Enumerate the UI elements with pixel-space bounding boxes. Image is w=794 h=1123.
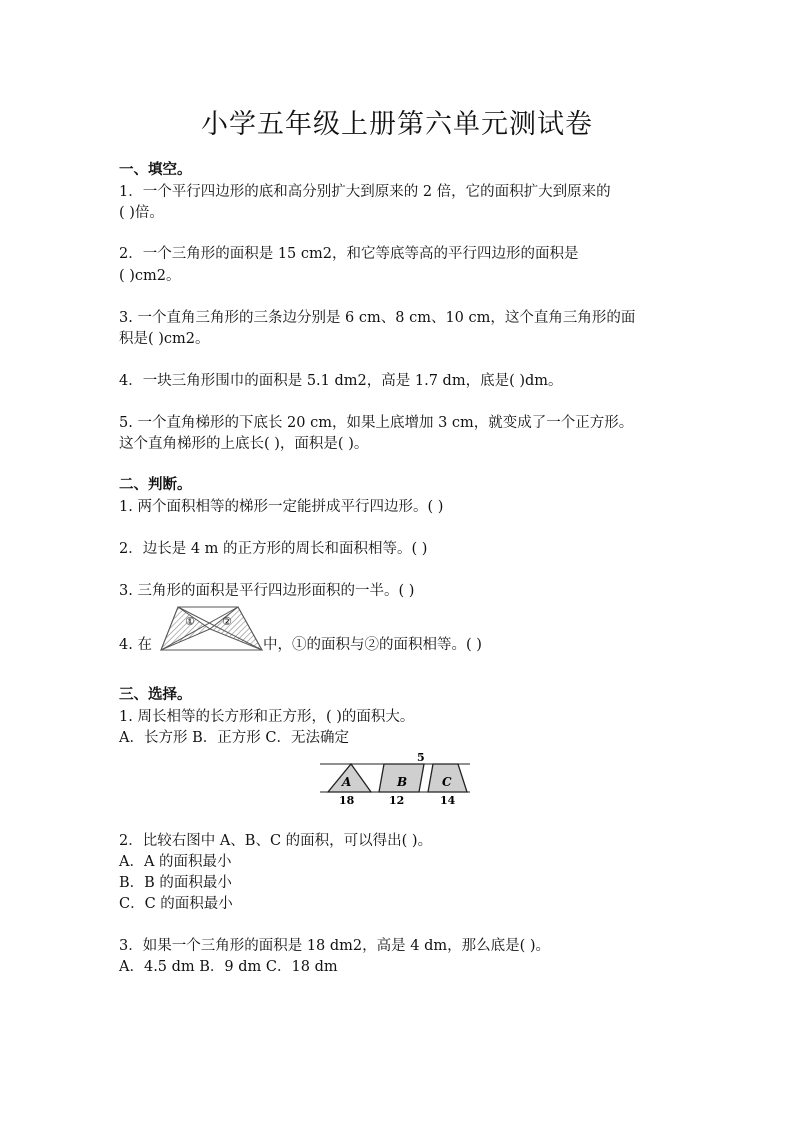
answer-option-a: A．A 的面积最小 bbox=[119, 854, 232, 870]
question-text: 1. 周长相等的长方形和正方形，( )的面积大。 bbox=[119, 709, 415, 725]
answer-options: A．4.5 dm B．9 dm C．18 dm bbox=[119, 959, 338, 975]
question-text: ( )cm2。 bbox=[119, 268, 181, 284]
answer-option-c: C．C 的面积最小 bbox=[119, 896, 233, 912]
question-text: ( )倍。 bbox=[119, 205, 164, 221]
question-text: 3．如果一个三角形的面积是 18 dm2，高是 4 dm，那么底是( )。 bbox=[119, 938, 551, 954]
question-text-suffix: 中，①的面积与②的面积相等。( ) bbox=[263, 637, 482, 653]
page-title: 小学五年级上册第六单元测试卷 bbox=[201, 109, 593, 140]
figure-label-1: ① bbox=[185, 615, 195, 628]
section-heading-judge: 二、判断。 bbox=[119, 476, 192, 493]
question-text: 3. 一个直角三角形的三条边分别是 6 cm、8 cm、10 cm，这个直角三角形的面 bbox=[119, 310, 636, 326]
answer-option-b: B．B 的面积最小 bbox=[119, 875, 232, 891]
base-b-label: 12 bbox=[389, 794, 405, 807]
question-text-prefix: 4. 在 bbox=[119, 637, 152, 653]
base-a-label: 18 bbox=[339, 794, 355, 807]
section-heading-choice: 三、选择。 bbox=[119, 686, 192, 703]
question-text: 积是( )cm2。 bbox=[119, 331, 210, 347]
three-shapes-figure bbox=[318, 748, 473, 808]
question-text: 2．一个三角形的面积是 15 cm2，和它等底等高的平行四边形的面积是 bbox=[119, 246, 579, 262]
section-heading-fill-blank: 一、填空。 bbox=[119, 161, 192, 178]
shape-a-label: A bbox=[342, 775, 352, 789]
question-text: 2．边长是 4 m 的正方形的周长和面积相等。( ) bbox=[119, 541, 428, 557]
question-text: 3. 三角形的面积是平行四边形面积的一半。( ) bbox=[119, 583, 415, 599]
question-text: 1. 两个面积相等的梯形一定能拼成平行四边形。( ) bbox=[119, 499, 444, 515]
top-label: 5 bbox=[417, 751, 425, 764]
shape-b-label: B bbox=[397, 775, 408, 789]
question-text: 5. 一个直角梯形的下底长 20 cm，如果上底增加 3 cm，就变成了一个正方形。 bbox=[119, 415, 634, 431]
figure-label-2: ② bbox=[222, 615, 232, 628]
answer-options: A．长方形 B．正方形 C．无法确定 bbox=[119, 730, 349, 746]
shape-c-label: C bbox=[442, 775, 452, 789]
base-c-label: 14 bbox=[440, 794, 456, 807]
question-text: 2．比较右图中 A、B、C 的面积，可以得出( )。 bbox=[119, 833, 433, 849]
parallelogram-triangles-figure bbox=[160, 604, 264, 652]
question-text: 4．一块三角形围巾的面积是 5.1 dm2，高是 1.7 dm，底是( )dm。 bbox=[119, 373, 563, 389]
question-text: 这个直角梯形的上底长( )，面积是( )。 bbox=[119, 436, 369, 452]
question-text: 1．一个平行四边形的底和高分别扩大到原来的 2 倍，它的面积扩大到原来的 bbox=[119, 184, 611, 200]
